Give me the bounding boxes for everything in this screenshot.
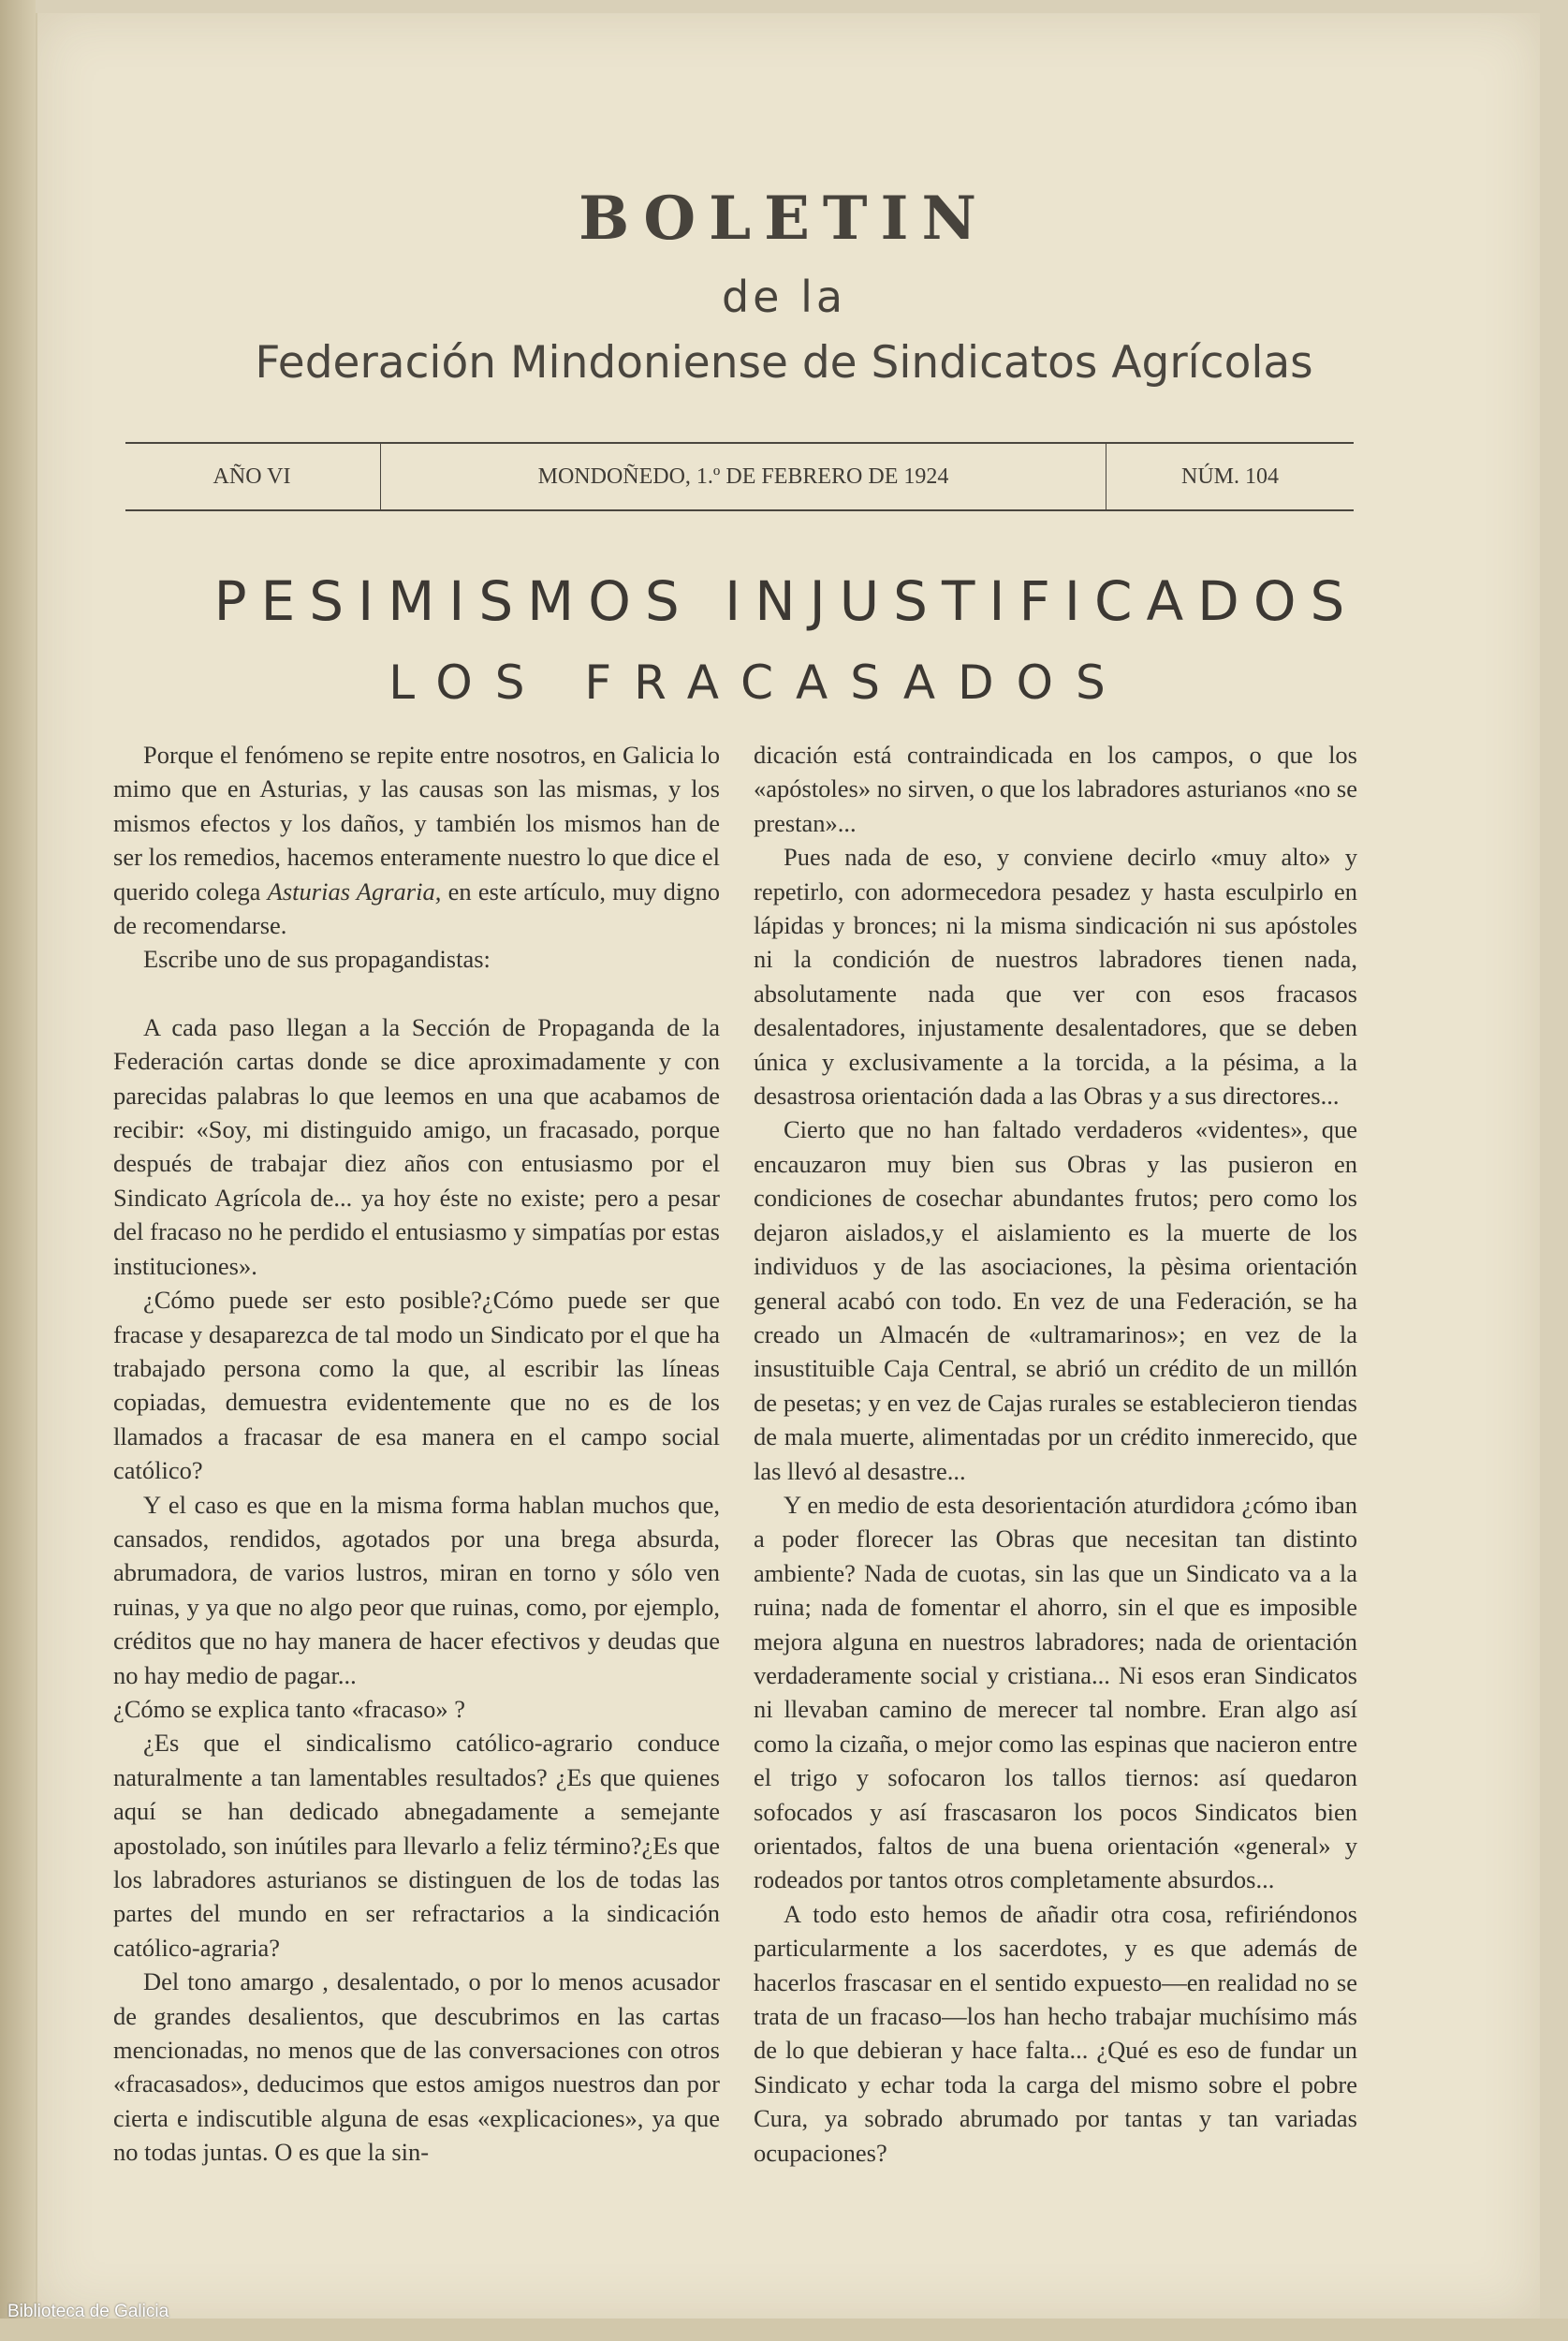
paragraph: ¿Es que el sindicalismo católico-agrario conduce naturalmente a tan lamentables resultados? ¿Es que quienes aquí se han dedicado abnegadamente a semejante apostolado, son inútiles para llevarlo a feliz término?¿Es que los labradores asturianos se distinguen de los de todas las partes del mundo en ser refractarios a la sindicación católico-agraria? — [113, 1729, 720, 1962]
article-column-right — [754, 738, 1357, 2170]
library-credit: Biblioteca de Galicia — [7, 2302, 169, 2321]
issue-date: MONDOÑEDO, 1.º DE FEBRERO DE 1924 — [380, 444, 1106, 509]
paragraph — [113, 738, 720, 942]
paragraph: Del tono amargo , desalentado, o por lo menos acusador de grandes desalientos, que descubrimos en las cartas mencionadas, no menos que de las conversaciones con otros «fracasados», deducimos que estos amigos nuestros dan por cierta e indiscutible alguna de esas «explicaciones», ya que no todas juntas. O es que la sin- — [113, 1967, 720, 2167]
paragraph-text: Porque el fenómeno se repite entre nosotros, en Galicia lo mimo que en Asturias, y las causas son las mismas, y los mismos efectos y los daños, y también los mismos han de ser los remedios, hacemos enteramente nuestro lo que dice el querido colega — [113, 741, 720, 905]
paragraph: Y en medio de esta desorientación aturdidora ¿cómo iban a poder florecer las Obras que necesitan tan distinto ambiente? Nada de cuotas, sin las que un Sindicato va a la ruina; nada de fomentar el ahorro, sin el que es imposible mejora alguna en nuestros labradores; nada de orientación verdaderamente social y cristiana... Ni esos eran Sindicatos ni llevaban camino de merecer tal nombre. Eran algo así como la cizaña, o mejor como las espinas que nacieron entre el trigo y sofocaron los tallos tiernos: así quedaron sofocados y así frascasaron los pocos Sindicatos bien orientados, faltos de una buena orientación «general» y rodeados por tantos otros completamente absurdos... — [754, 1490, 1357, 1894]
source-publication: Asturias Agraria, — [267, 876, 442, 905]
article-subheadline: LOS FRACASADOS — [388, 655, 1128, 710]
issue-year: AÑO VI — [212, 464, 291, 489]
masthead-organization: Federación Mindoniense de Sindicatos Agrícolas — [255, 337, 1313, 389]
paragraph: Y el caso es que en la misma forma hablan muchos que, cansados, rendidos, agotados por una brega absurda, abrumadora, de varios lustros, miran en torno y sólo ven ruinas, y ya que no algo peor que ruinas, como, por ejemplo, créditos que no hay manera de hacer efectivos y deudas que no hay medio de pagar... — [113, 1490, 720, 1689]
paragraph: Pues nada de eso, y conviene decirlo «muy alto» y repetirlo, con adormecedora pesadez y hasta esculpirlo en lápidas y bronces; ni la misma sindicación ni sus apóstoles ni la condición de nuestros labradores tienen nada, absolutamente nada que ver con esos fracasos desalentadores, injustamente desalentadores, que se deben única y exclusivamente a la torcida, a la pésima, a la desastrosa orientación dada a las Obras y a sus directores... — [754, 843, 1357, 1111]
article-column-left — [113, 738, 720, 2170]
paragraph: Escribe uno de sus propagandistas: — [143, 945, 491, 974]
paragraph: ¿Cómo se explica tanto «fracaso» ? — [113, 1694, 466, 1723]
paragraph: A todo esto hemos de añadir otra cosa, refiriéndonos particularmente a los sacerdotes, y es que además de hacerlos frascasar en el sentido expuesto—en realidad no se trata de un fracaso—los han hecho trabajar muchísimo más de lo que debieran y hace falta... ¿Qué es eso de fundar un Sindicato y echar toda la carga del mismo sobre el pobre Cura, ya sobrado abrumado por tantas y tan variadas ocupaciones? — [754, 1899, 1357, 2167]
scan-bottom-edge — [0, 2319, 1568, 2341]
masthead-title: BOLETIN — [579, 184, 989, 254]
article-headline: PESIMISMOS INJUSTIFICADOS — [213, 569, 1359, 633]
paragraph: ¿Cómo puede ser esto posible?¿Cómo puede ser que fracase y desaparezca de tal modo un Sindicato por el que ha trabajado persona como la que, al escribir las líneas copiadas, demuestra evidentemente que no es de los llamados a fracasar de esa manera en el campo social católico? — [113, 1286, 720, 1485]
paragraph: dicación está contraindicada en los campos, o que los «apóstoles» no sirven, o que los labradores asturianos «no se prestan»... — [754, 741, 1357, 837]
paragraph-gap — [113, 977, 720, 1010]
issue-number: NÚM. 104 — [1180, 464, 1279, 489]
masthead-subtitle: de la — [721, 272, 847, 322]
issue-info-bar — [125, 442, 1354, 511]
paragraph: Cierto que no han faltado verdaderos «videntes», que encauzaron muy bien sus Obras y las pusieron en condiciones de cosechar abundantes frutos; pero como los dejaron aislados,y el aislamiento es la muerte de los individuos y de las asociaciones, la pèsima orientación general acabó con todo. En vez de una Federación, se ha creado un Almacén de «ultramarinos»; en vez de la insustituible Caja Central, se abrió un crédito de un millón de pesetas; y en vez de Cajas rurales se establecieron tiendas de mala muerte, alimentadas por un crédito inmerecido, que las llevó al desastre... — [754, 1115, 1357, 1485]
paragraph-text: en este artículo, muy digno de recomendarse. — [113, 876, 720, 940]
paragraph: A cada paso llegan a la Sección de Propaganda de la Federación cartas donde se dice aproximadamente y con parecidas palabras lo que leemos en una que acabamos de recibir: «Soy, mi distinguido amigo, un fracasado, porque después de trabajar diez años con entusiasmo por el Sindicato Agrícola de... ya hoy éste no existe; pero a pesar del fracaso no he perdido el entusiasmo y simpatías por estas instituciones». — [113, 1012, 720, 1280]
